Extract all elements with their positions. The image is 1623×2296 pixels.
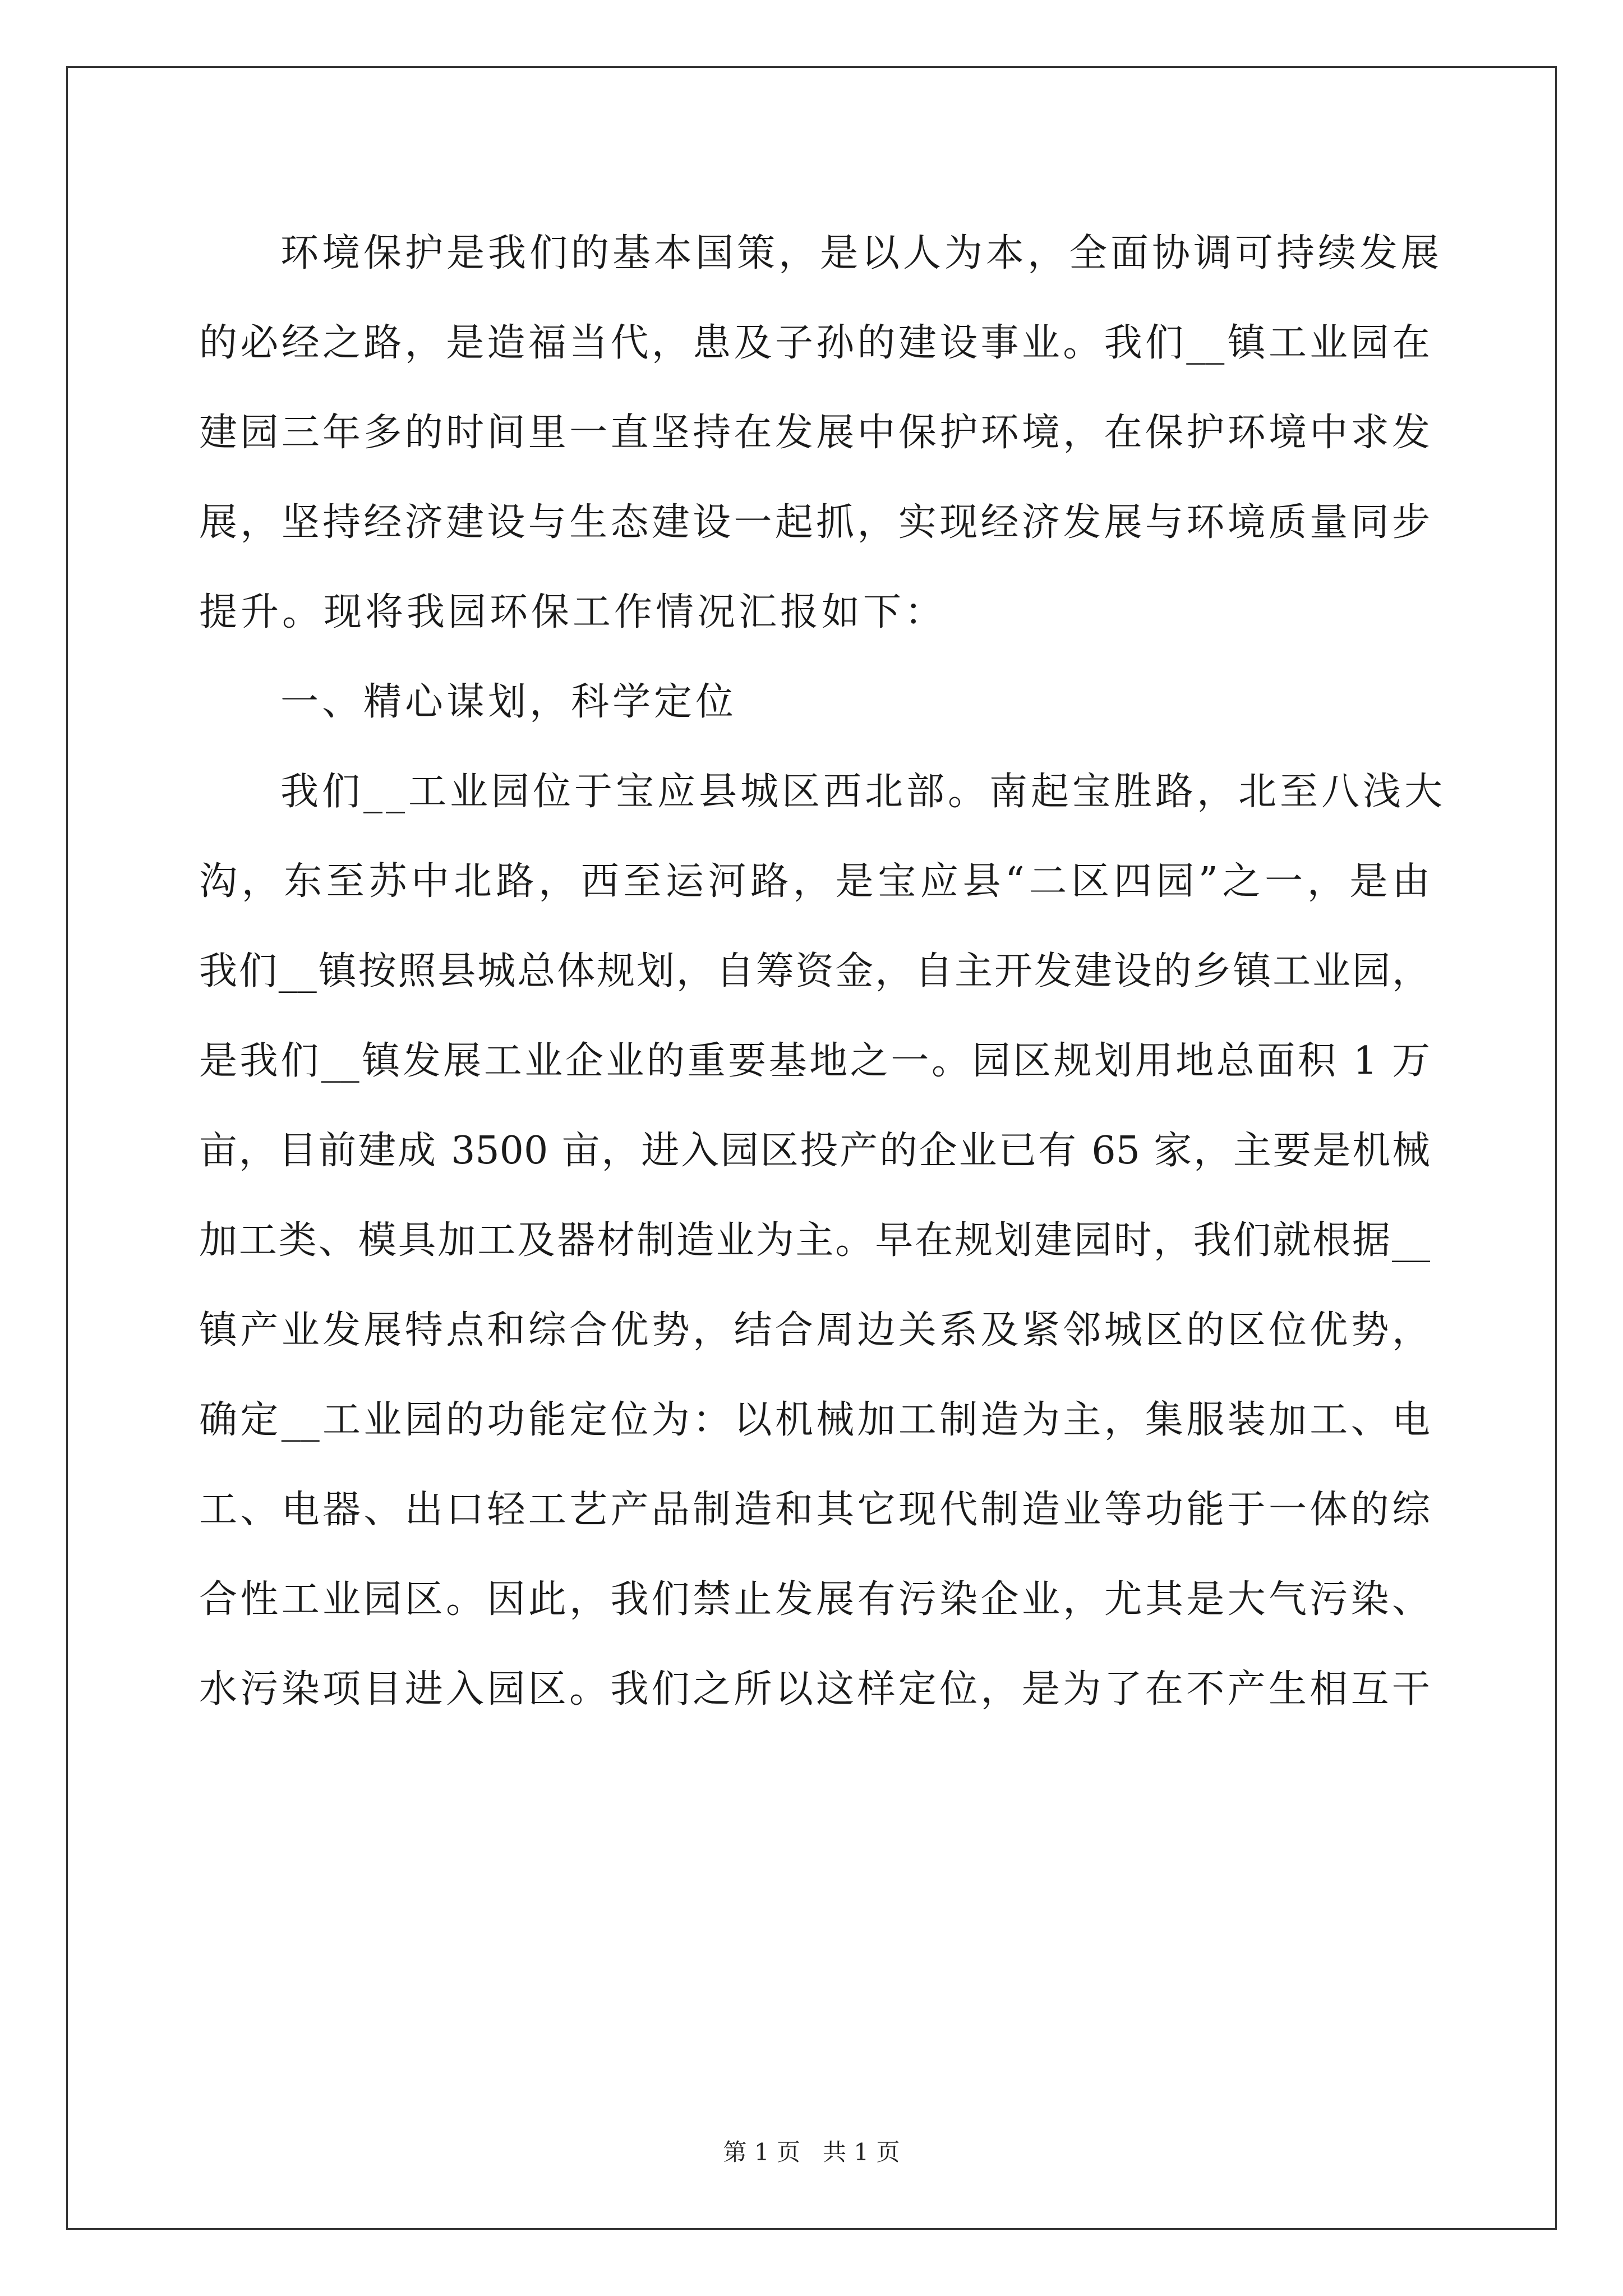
- paragraph-line: 加工类、模具加工及器材制造业为主。早在规划建园时，我们就根据__: [199, 1218, 1430, 1263]
- section-heading: 一、精心谋划，科学定位: [280, 680, 737, 724]
- paragraph-line: 确定__工业园的功能定位为：以机械加工制造为主，集服装加工、电: [199, 1398, 1430, 1442]
- paragraph-line: 环境保护是我们的基本国策，是以人为本，全面协调可持续发展: [280, 231, 1443, 275]
- paragraph-line: 工、电器、出口轻工艺产品制造和其它现代制造业等功能于一体的综: [199, 1488, 1430, 1532]
- paragraph-line: 镇产业发展特点和综合优势，结合周边关系及紧邻城区的区位优势，: [199, 1308, 1430, 1352]
- paragraph-line: 合性工业园区。因此，我们禁止发展有污染企业，尤其是大气污染、: [199, 1577, 1430, 1622]
- paragraph-line: 沟，东至苏中北路，西至运河路，是宝应县“二区四园”之一，是由: [199, 859, 1430, 904]
- page-number: 第 1 页: [723, 2138, 800, 2166]
- paragraph-line: 我们__工业园位于宝应县城区西北部。南起宝胜路，北至八浅大: [280, 770, 1446, 814]
- paragraph-line: 我们__镇按照县城总体规划，自筹资金，自主开发建设的乡镇工业园，: [199, 949, 1430, 993]
- paragraph-line: 水污染项目进入园区。我们之所以这样定位，是为了在不产生相互干: [199, 1667, 1430, 1711]
- page-total: 共 1 页: [823, 2138, 900, 2166]
- paragraph-line: 的必经之路，是造福当代，患及子孙的建设事业。我们__镇工业园在: [199, 321, 1430, 365]
- paragraph-line: 提升。现将我园环保工作情况汇报如下：: [199, 590, 947, 634]
- page-footer: [0, 2138, 1623, 2166]
- paragraph-line: 亩，目前建成 3500 亩，进入园区投产的企业已有 65 家，主要是机械: [199, 1129, 1430, 1173]
- paragraph-line: 展，坚持经济建设与生态建设一起抓，实现经济发展与环境质量同步: [199, 500, 1430, 545]
- paragraph-line: 是我们__镇发展工业企业的重要基地之一。园区规划用地总面积 1 万: [199, 1039, 1430, 1083]
- paragraph-line: 建园三年多的时间里一直坚持在发展中保护环境，在保护环境中求发: [199, 411, 1430, 455]
